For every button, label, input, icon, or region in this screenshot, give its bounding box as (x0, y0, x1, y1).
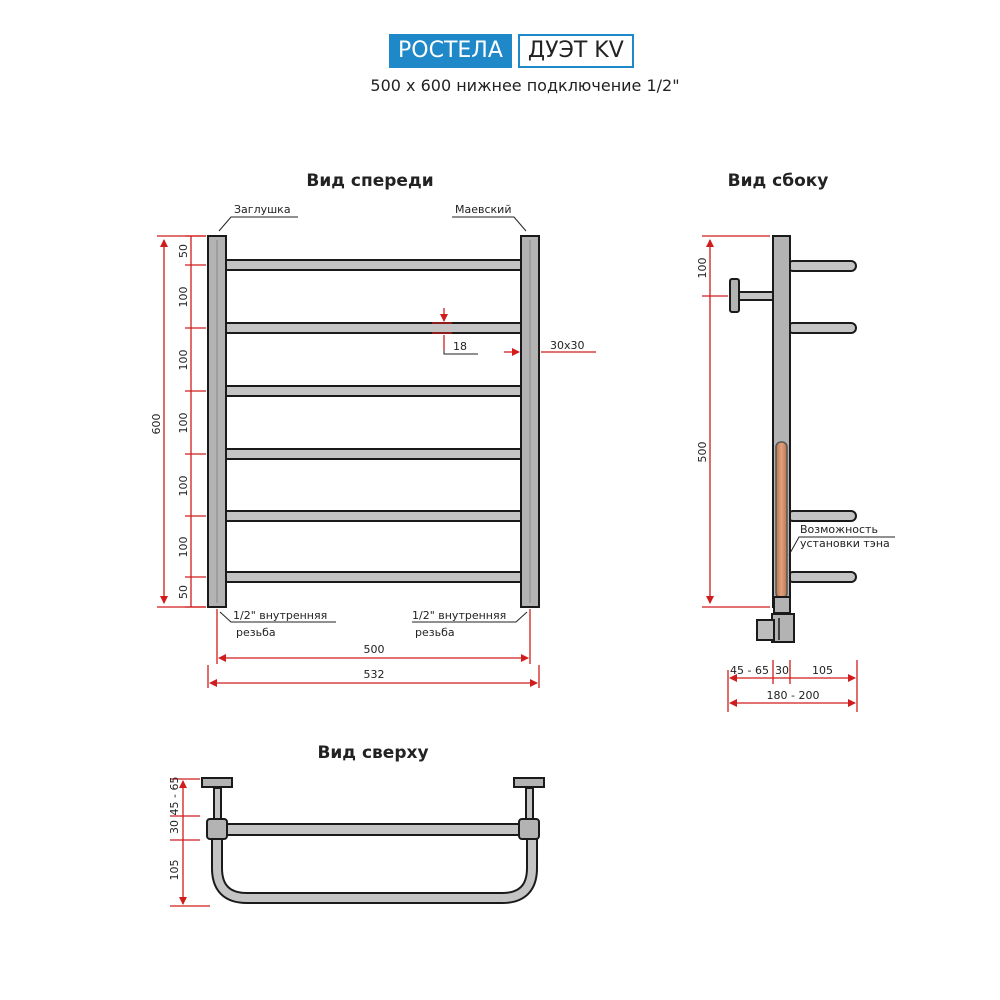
side-bar-3 (788, 511, 856, 521)
side-dim-total-depth: 180 - 200 (766, 689, 820, 702)
air-valve-label: Маевский (455, 203, 512, 216)
product-subtitle: 500 х 600 нижнее подключение 1/2" (370, 76, 680, 95)
side-bar-2 (788, 323, 856, 333)
thread-right-line1: 1/2" внутренняя (412, 609, 507, 622)
towel-bar-2 (212, 323, 534, 333)
side-view (696, 171, 895, 712)
dim-step-3: 100 (177, 412, 190, 434)
wall-bracket-flange (730, 279, 739, 312)
side-view-title: Вид сбоку (727, 171, 829, 191)
front-view-title: Вид спереди (306, 171, 434, 191)
wall-bracket-rod (737, 292, 773, 300)
top-u-bar-outline (217, 834, 532, 898)
top-right-bracket (514, 778, 544, 787)
dim-step-2: 100 (177, 349, 190, 371)
top-straight-bar (224, 824, 524, 835)
top-view (168, 743, 544, 906)
dim-total-height: 600 (150, 413, 163, 435)
dim-bar-diameter: 18 (453, 340, 467, 353)
dim-rail-profile: 30х30 (550, 339, 585, 352)
heater-note-line1: Возможность (800, 523, 878, 536)
dim-width-total: 532 (363, 668, 385, 681)
towel-bar-3 (212, 386, 534, 396)
side-dim-offset: 45 - 65 (730, 664, 769, 677)
top-dim-depth: 105 (168, 859, 181, 881)
top-left-bracket (202, 778, 232, 787)
dim-step-bottom: 50 (177, 585, 190, 599)
side-dim-rail: 30 (775, 664, 789, 677)
top-u-bar (217, 834, 532, 898)
towel-bar-5 (212, 511, 534, 521)
dim-step-top: 50 (177, 244, 190, 258)
dim-step-4: 100 (177, 475, 190, 497)
dim-width-inner: 500 (363, 643, 385, 656)
bottom-fitting (774, 597, 790, 613)
top-dim-rail: 30 (168, 820, 181, 834)
towel-bar-1 (212, 260, 534, 270)
top-dim-offset: 45 - 65 (168, 776, 181, 816)
heating-element (776, 442, 787, 598)
model-name: ДУЭТ KV (518, 34, 634, 68)
top-left-rail (207, 819, 227, 839)
towel-bar-4 (212, 449, 534, 459)
front-view (150, 171, 596, 688)
side-dim-depth: 105 (812, 664, 833, 677)
towel-bar-6 (212, 572, 534, 582)
brand-name: РОСТЕЛА (389, 34, 512, 68)
connection-nut (757, 620, 774, 640)
dim-step-5: 100 (177, 536, 190, 558)
top-right-rail (519, 819, 539, 839)
thread-left-line1: 1/2" внутренняя (233, 609, 328, 622)
side-dim-height: 500 (696, 441, 709, 463)
side-bar-1 (788, 261, 856, 271)
side-dim-top: 100 (696, 257, 709, 279)
heater-note-line2: установки тэна (800, 537, 890, 550)
dim-step-1: 100 (177, 286, 190, 308)
top-view-title: Вид сверху (317, 743, 429, 763)
thread-right-line2: резьба (415, 626, 455, 639)
side-bar-4 (788, 572, 856, 582)
plug-label: Заглушка (234, 203, 291, 216)
thread-left-line2: резьба (236, 626, 276, 639)
